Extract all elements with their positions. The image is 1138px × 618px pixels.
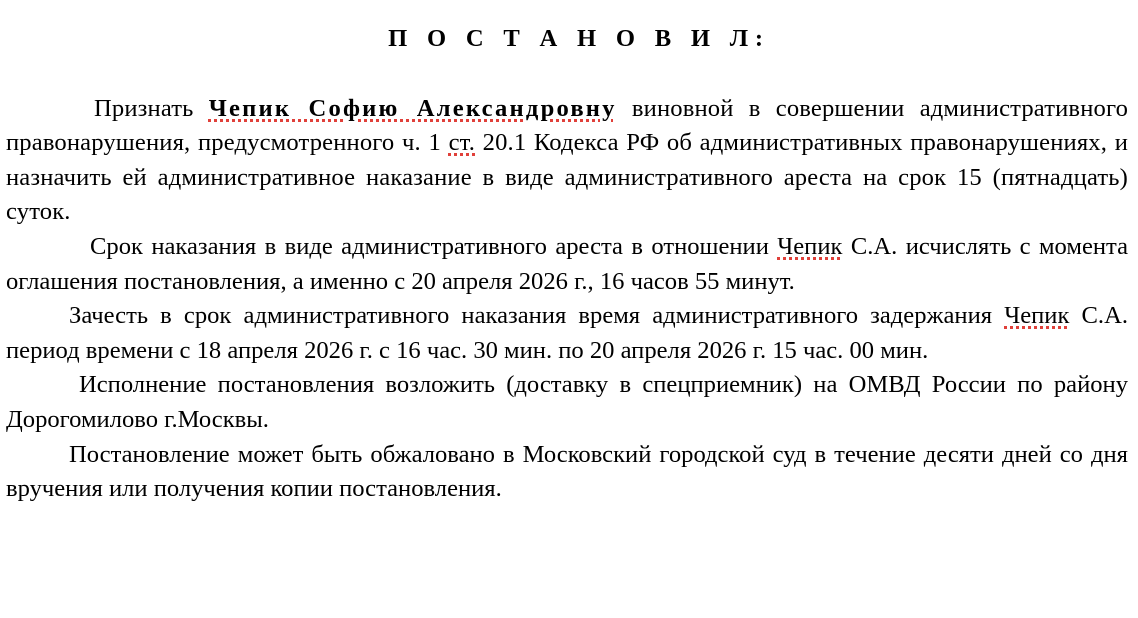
term-text-2: С.А. исчислять с момента оглашения постановления, а именно с 20 апреля 2026 г., 16 часов 55 минут. xyxy=(6,232,1128,295)
ruling-heading: П О С Т А Н О В И Л: xyxy=(388,25,770,52)
paragraph-credit xyxy=(6,299,1128,368)
term-text-1: Срок наказания в виде административного ареста в отношении xyxy=(90,232,778,260)
credit-surname: Чепик xyxy=(1004,302,1070,330)
term-surname: Чепик xyxy=(777,232,843,260)
paragraph-execution: Исполнение постановления возложить (доставку в спецприемник) на ОМВД России по району Дорогомилово г.Москвы. xyxy=(6,371,1128,433)
verdict-text-3: 20.1 Кодекса РФ об административных правонарушениях, и назначить ей административное наказание в виде административного ареста на срок 15 (пятнадцать) суток. xyxy=(6,129,1129,226)
paragraph-appeal: Постановление может быть обжаловано в Московский городской суд в течение десяти дней со дня вручения или получения копии постановления. xyxy=(6,440,1128,503)
paragraph-verdict xyxy=(6,92,1128,230)
credit-text-1: Зачесть в срок административного наказания время административного задержания xyxy=(69,302,1005,330)
article-abbrev: ст. xyxy=(448,129,475,157)
paragraph-term xyxy=(6,230,1128,299)
verdict-text-2: виновной в совершении административного правонарушения, предусмотренного ч. 1 xyxy=(6,94,1129,157)
credit-text-2: С.А. период времени с 18 апреля 2026 г. с 16 час. 30 мин. по 20 апреля 2026 г. 15 час. 00 мин. xyxy=(6,302,1128,364)
document-page xyxy=(6,22,1128,507)
verdict-text-1: Признать xyxy=(94,94,209,122)
defendant-name: Чепик Софию Александровну xyxy=(208,94,617,122)
